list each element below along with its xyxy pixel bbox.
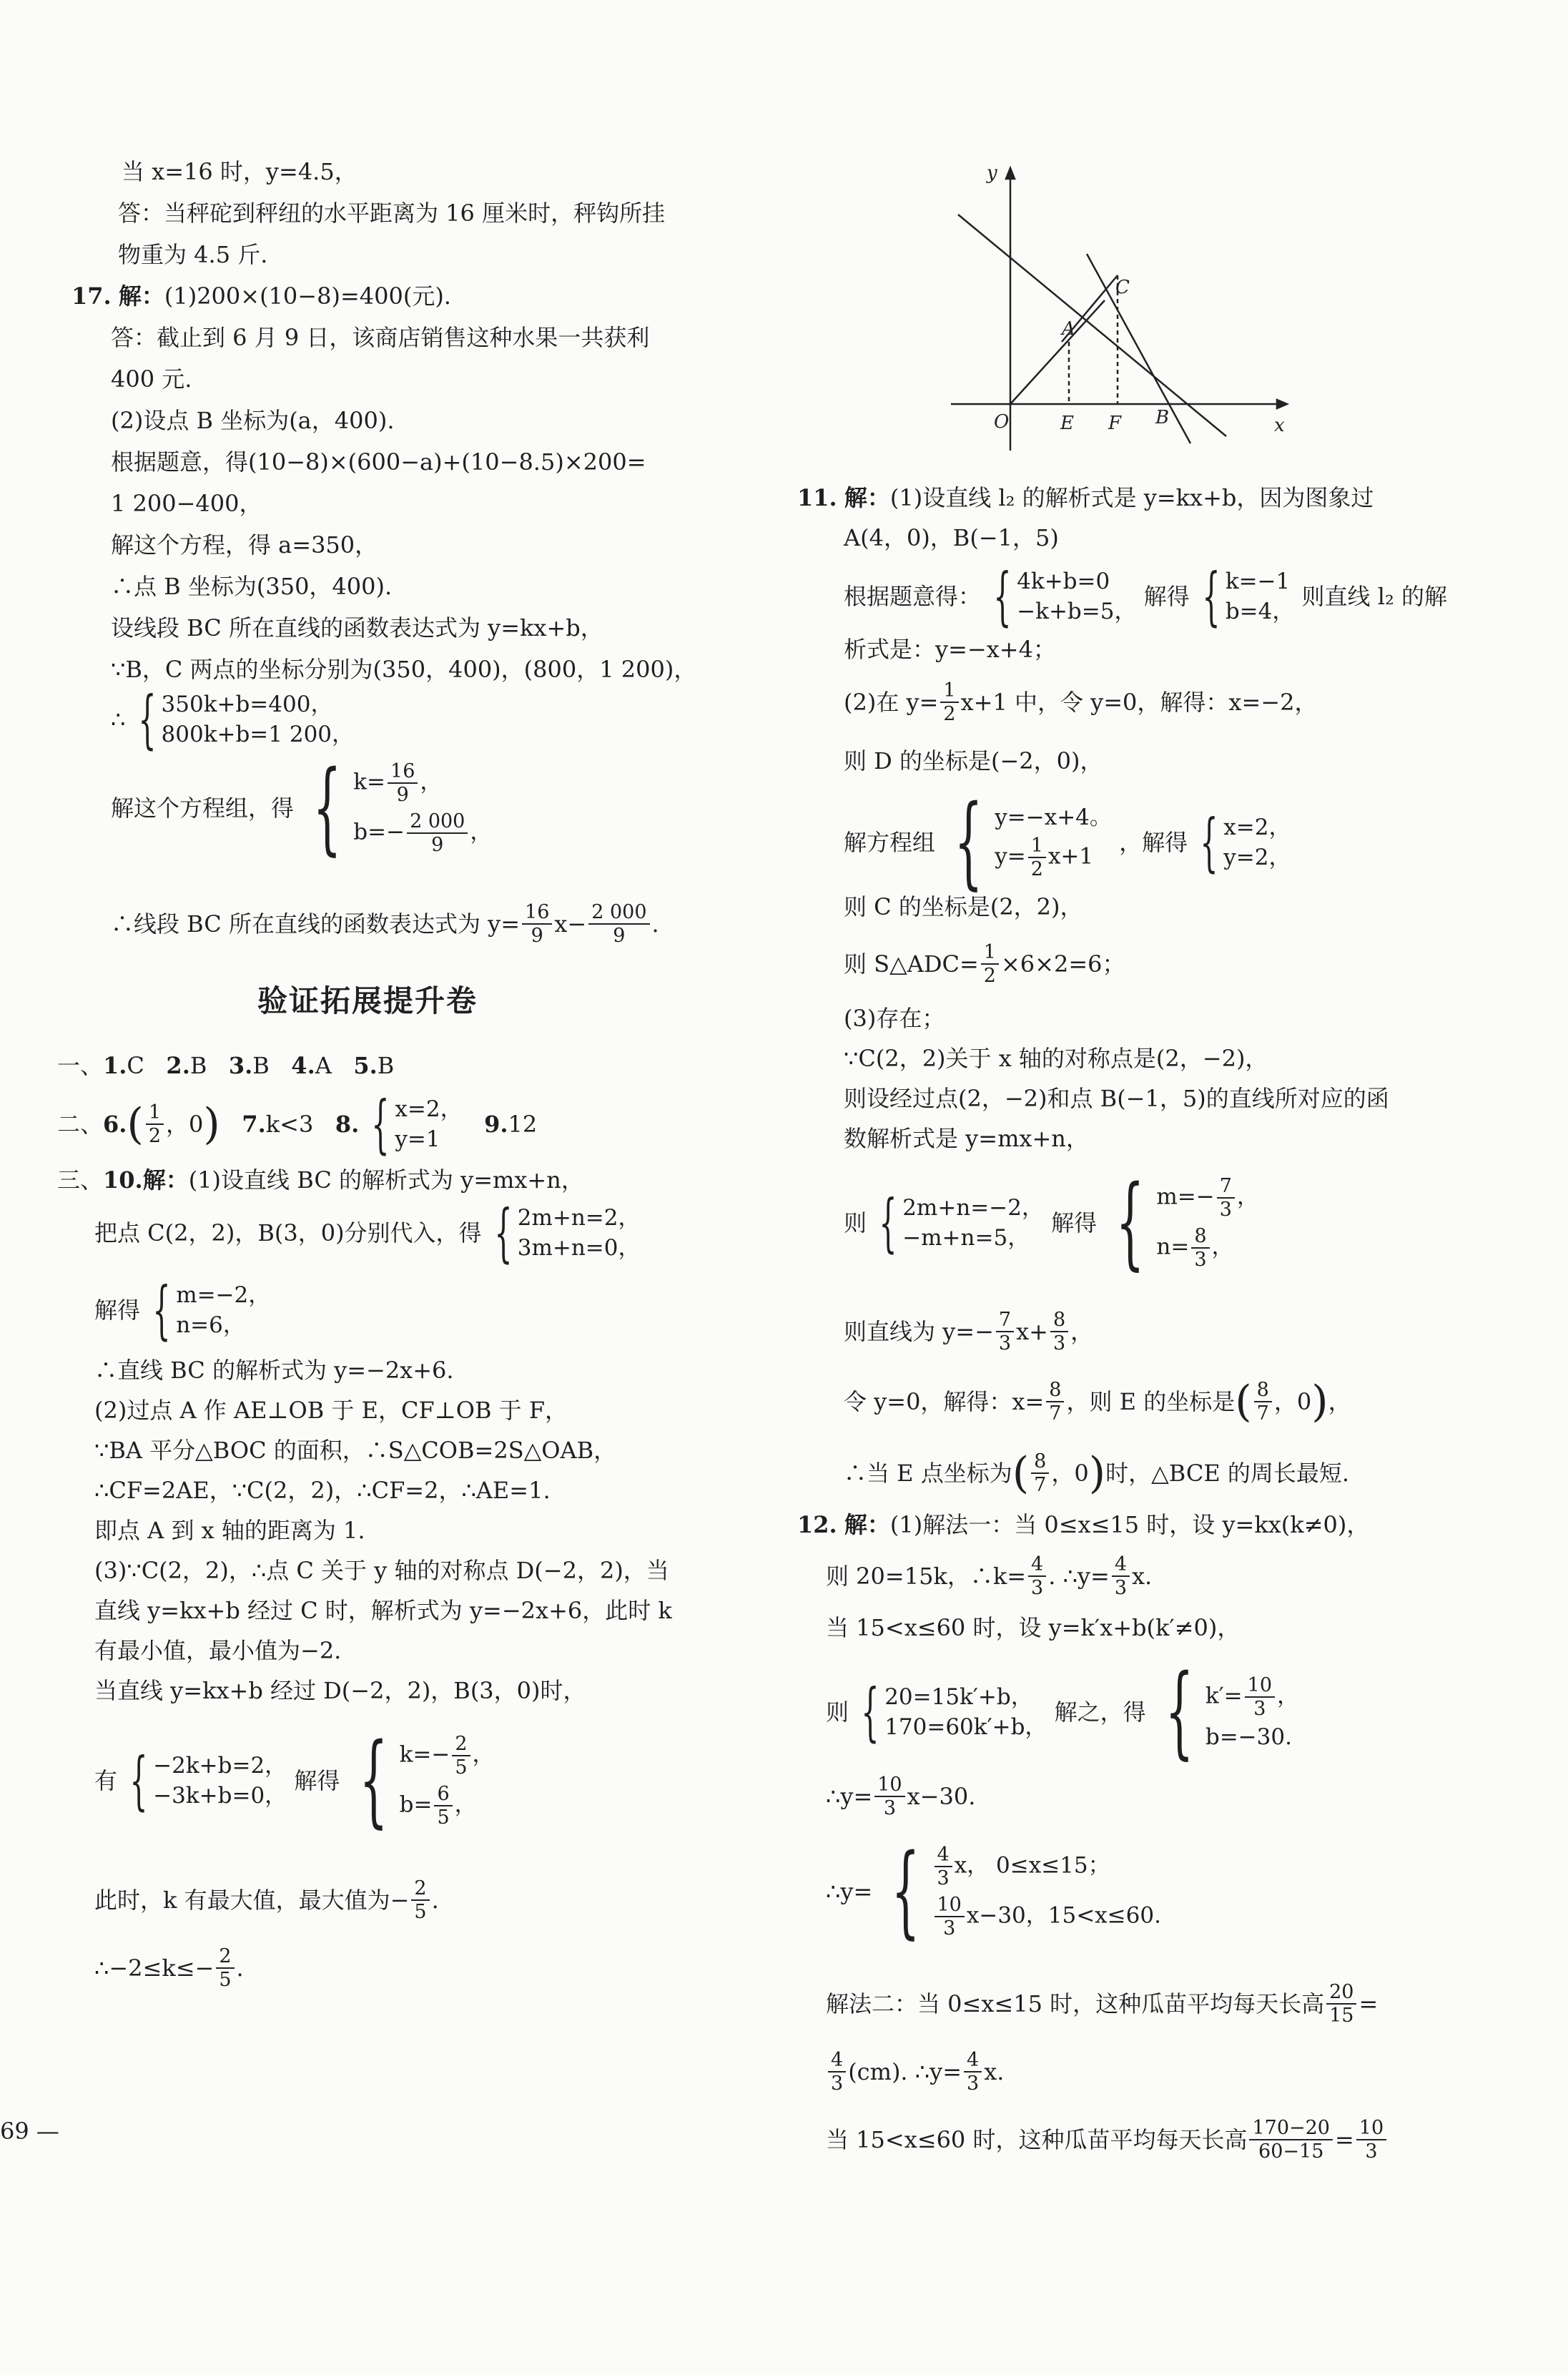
equation-system: 则 { 2m+n=−2， −m+n=5， 解得 { m=− $\frac{7}{3}$ ， n= $\frac{8}{3}$ ，	[844, 1164, 1259, 1281]
text-line: 则 D 的坐标是(−2，0)，	[844, 747, 1103, 775]
text-line: ∵BA 平分△BOC 的面积，∴S△COB=2S△OAB，	[94, 1437, 617, 1464]
text-line: 当 15<x≤60 时，设 y=k′x+b(k′≠0)，	[826, 1614, 1241, 1641]
equation-system: 解方程组 { y=−x+4。 y= $\frac{1}{2}$ x+1 ，解得 { x=2， y=2，	[844, 784, 1291, 900]
section-title: 验证拓展提升卷	[257, 983, 478, 1018]
answers-part-1: 一、1.C 2.B 3.B 4.A 5.B	[57, 1052, 395, 1079]
line-l1	[958, 215, 1226, 436]
text-line: 解这个方程，得 a=350，	[111, 531, 378, 559]
problem-10-header: 三、10.解：(1)设直线 BC 的解析式为 y=mx+n，	[57, 1166, 584, 1194]
text-line: ∴直线 BC 的解析式为 y=−2x+6.	[94, 1357, 454, 1384]
text-line: 当 x=16 时，y=4.5，	[122, 158, 358, 185]
text-line: ∴当 E 点坐标为( $\frac{8}{7}$ ，0)时，△BCE 的周长最短.	[844, 1448, 1350, 1498]
solution-label: 解：	[118, 282, 164, 310]
text-line: 数解析式是 y=mx+n，	[844, 1125, 1089, 1152]
problem-12-header: 12. 解：(1)解法一：当 0≤x≤15 时，设 y=kx(k≠0)，	[797, 1511, 1370, 1538]
equation: 800k+b=1 200，	[161, 722, 355, 747]
text-line: 400 元.	[111, 365, 192, 393]
point-f-label: F	[1108, 413, 1122, 434]
text-line: 设线段 BC 所在直线的函数表达式为 y=kx+b，	[111, 614, 603, 641]
problem-17-header	[72, 282, 451, 310]
text-line: 则 C 的坐标是(2，2)，	[844, 893, 1083, 920]
line-bc	[1087, 254, 1190, 443]
coordinate-graph	[944, 157, 1301, 458]
point-b-label: B	[1155, 407, 1170, 428]
text-line: (2)设点 B 坐标为(a，400).	[111, 407, 395, 434]
text-line: 根据题意，得(10−8)×(600−a)+(10−8.5)×200=	[111, 448, 646, 476]
text-line: 有最小值，最小值为−2.	[94, 1637, 342, 1664]
text-line: (2)在 y= $\frac{1}{2}$ x+1 中，令 y=0，解得：x=−2，	[844, 679, 1318, 725]
problem-11-header: 11. 解：(1)设直线 l₂ 的解析式是 y=kx+b，因为图象过	[797, 484, 1374, 511]
origin-label: O	[994, 411, 1010, 433]
equation-system: 解这个方程组，得 { k= $\frac{16}{9}$ ， b=− $\frac{2 000}{9}$ ，	[111, 749, 493, 866]
piecewise-function: ∴y= { $\frac{4}{3}$ x， 0≤x≤15； $\frac{10}{3}$ x−30，15<x≤60.	[826, 1833, 1161, 1949]
text-line: ∴线段 BC 所在直线的函数表达式为 y= $\frac{16}{9}$ x− $\frac{2 000}{9}$ .	[111, 901, 659, 947]
text-line: $\frac{4}{3}$ (cm). ∴y= $\frac{4}{3}$ x.	[826, 2049, 1004, 2095]
line-oa	[1010, 300, 1105, 404]
point-c-label: C	[1115, 277, 1130, 298]
text-line: 则直线为 y=− $\frac{7}{3}$ x+ $\frac{8}{3}$ ，	[844, 1309, 1094, 1354]
text-line: 则设经过点(2，−2)和点 B(−1，5)的直线所对应的函	[844, 1085, 1389, 1112]
text-line: 物重为 4.5 斤.	[118, 241, 268, 268]
text-line: 1 200−400，	[111, 490, 262, 517]
text-line: 则 20=15k，∴k= $\frac{4}{3}$ . ∴y= $\frac{4}{3}$ x.	[826, 1553, 1153, 1599]
equation-system: 根据题意得： { 4k+b=0 −k+b=5， 解得 { k=−1 b=4， 则直线 l₂ 的解	[844, 559, 1447, 633]
y-axis-arrow-icon	[1006, 168, 1015, 179]
text-line: 即点 A 到 x 轴的距离为 1.	[94, 1517, 365, 1544]
text-line: (3)∵C(2，2)，∴点 C 关于 y 轴的对称点 D(−2，2)，当	[94, 1557, 669, 1584]
text-line: 直线 y=kx+b 经过 C 时，解析式为 y=−2x+6，此时 k	[94, 1597, 672, 1624]
text-line: ∴y= $\frac{10}{3}$ x−30.	[826, 1774, 976, 1819]
text-line: (3)存在；	[844, 1005, 945, 1032]
problem-number: 17.	[72, 282, 112, 310]
text-line: 令 y=0，解得：x= $\frac{8}{7}$ ，则 E 的坐标是( $\frac{8}{7}$ ，0)，	[844, 1377, 1351, 1427]
equation: 350k+b=400，	[161, 692, 333, 717]
text-line: 解法二：当 0≤x≤15 时，这种瓜苗平均每天长高 $\frac{20}{15}$ =	[826, 1981, 1379, 2027]
point-a-label: A	[1062, 318, 1075, 340]
text: (1)200×(10−8)=400(元).	[164, 282, 451, 310]
text-line: 当直线 y=kx+b 经过 D(−2，2)，B(3，0)时，	[94, 1677, 586, 1704]
page-number: 69 —	[0, 2118, 59, 2145]
text-line: 当 15<x≤60 时，这种瓜苗平均每天长高 $\frac{170-20}{60-15}$ = $\frac{10}{3}$	[826, 2117, 1389, 2163]
text-line: (2)过点 A 作 AE⊥OB 于 E，CF⊥OB 于 F，	[94, 1397, 568, 1424]
text-line: ∴点 B 坐标为(350，400).	[111, 573, 393, 600]
y-label: y	[987, 162, 997, 184]
text-line: ∴CF=2AE，∵C(2，2)，∴CF=2，∴AE=1.	[94, 1477, 551, 1504]
answers-part-2: 二、6.( $\frac{1}{2}$ ，0) 7.k<3 8. { x=2， y=1 9.12	[57, 1087, 538, 1161]
text-line: 则 S△ADC= $\frac{1}{2}$ ×6×2=6；	[844, 941, 1125, 987]
text-line: A(4，0)，B(−1，5)	[844, 524, 1059, 551]
x-label: x	[1274, 415, 1285, 436]
text-line: 解得 { m=−2， n=6，	[94, 1273, 271, 1347]
text-line: 析式是：y=−x+4；	[844, 636, 1056, 663]
text-line: ∴−2≤k≤− $\frac{2}{5}$ .	[94, 1945, 244, 1991]
text-line: 答：截止到 6 月 9 日，该商店销售这种水果一共获利	[111, 324, 650, 351]
point-e-label: E	[1060, 413, 1074, 434]
text-line: 此时，k 有最大值，最大值为− $\frac{2}{5}$ .	[94, 1877, 439, 1923]
equation-system: ∴ { 350k+b=400， 800k+b=1 200，	[111, 682, 355, 756]
equation-system: 有 { −2k+b=2， −3k+b=0， 解得 { k=− $\frac{2}{5}$ ， b= $\frac{6}{5}$ ，	[94, 1722, 495, 1839]
text-line: ∵C(2，2)关于 x 轴的对称点是(2，−2)，	[844, 1045, 1268, 1072]
text-line: 把点 C(2，2)，B(3，0)分别代入，得 { 2m+n=2， 3m+n=0，	[94, 1196, 641, 1269]
text-line: 答：当秤砣到秤纽的水平距离为 16 厘米时，秤钩所挂	[118, 200, 666, 227]
equation-system: 则 { 20=15k′+b， 170=60k′+b， 解之，得 { k′= $\frac{10}{3}$ ， b=−30.	[826, 1653, 1300, 1770]
text-line: ∵B，C 两点的坐标分别为(350，400)，(800，1 200)，	[111, 656, 697, 683]
x-axis-arrow-icon	[1277, 400, 1287, 408]
